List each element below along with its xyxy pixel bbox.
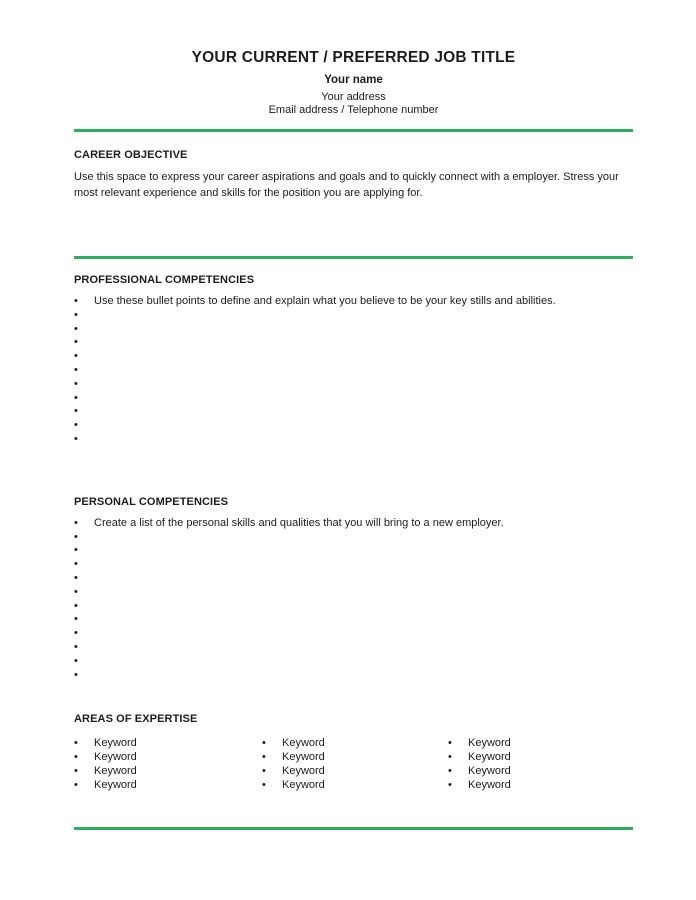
- personal-competencies-list: [74, 517, 633, 683]
- list-item: [74, 641, 633, 655]
- bullet-icon: [74, 627, 94, 641]
- list-item: [74, 613, 633, 627]
- bullet-icon: [74, 364, 94, 378]
- list-item: [74, 419, 633, 433]
- list-item: [74, 517, 633, 531]
- candidate-contact: Email address / Telephone number: [268, 104, 439, 116]
- bullet-icon: [262, 750, 282, 764]
- list-item: [74, 405, 633, 419]
- bullet-icon: [74, 392, 94, 406]
- bullet-icon: [74, 295, 94, 309]
- divider: [74, 129, 633, 132]
- keyword-text: Keyword: [468, 765, 511, 778]
- keyword-item: [74, 764, 262, 778]
- keyword-item: [448, 736, 633, 750]
- bullet-icon: [74, 323, 94, 337]
- list-item: [74, 433, 633, 447]
- career-objective-text: Use this space to express your career aspirations and goals and to quickly connect with a employer. Stress your most relevant experience and skills for the position you are applying for.: [74, 171, 619, 199]
- keyword-text: Keyword: [94, 751, 137, 764]
- list-item: [74, 309, 633, 323]
- bullet-icon: [74, 764, 94, 778]
- bullet-icon: [262, 736, 282, 750]
- keyword-text: Keyword: [282, 737, 325, 750]
- career-objective-heading: CAREER OBJECTIVE: [74, 149, 188, 161]
- bullet-icon: [74, 517, 94, 531]
- list-item: [74, 531, 633, 545]
- keyword-text: Keyword: [282, 751, 325, 764]
- bullet-icon: [74, 531, 94, 545]
- list-item-text: Use these bullet points to define and explain what you believe to be your key stills and abilities.: [94, 295, 556, 307]
- bullet-icon: [74, 586, 94, 600]
- keyword-text: Keyword: [468, 737, 511, 750]
- list-item: [74, 378, 633, 392]
- bullet-icon: [74, 350, 94, 364]
- divider: [74, 256, 633, 259]
- keyword-item: [448, 778, 633, 792]
- bullet-icon: [74, 378, 94, 392]
- list-item: [74, 336, 633, 350]
- keyword-item: [74, 736, 262, 750]
- job-title: YOUR CURRENT / PREFERRED JOB TITLE: [191, 49, 516, 66]
- list-item: [74, 350, 633, 364]
- personal-competencies-heading: PERSONAL COMPETENCIES: [74, 495, 229, 508]
- keyword-text: Keyword: [468, 751, 511, 764]
- divider: [74, 827, 633, 830]
- keyword-text: Keyword: [94, 737, 137, 750]
- keyword-grid: [74, 736, 633, 792]
- keyword-item: [262, 764, 448, 778]
- areas-of-expertise-heading: AREAS OF EXPERTISE: [74, 713, 198, 726]
- candidate-address: Your address: [321, 91, 386, 103]
- document-content: [74, 0, 633, 830]
- list-item: [74, 295, 633, 309]
- list-item: [74, 323, 633, 337]
- professional-competencies-list: [74, 295, 633, 447]
- bullet-icon: [448, 778, 468, 792]
- list-item: [74, 600, 633, 614]
- list-item: [74, 669, 633, 683]
- bullet-icon: [448, 736, 468, 750]
- bullet-icon: [74, 572, 94, 586]
- bullet-icon: [74, 669, 94, 683]
- list-item: [74, 627, 633, 641]
- list-item: [74, 586, 633, 600]
- professional-competencies-heading: PROFESSIONAL COMPETENCIES: [74, 274, 255, 286]
- keyword-item: [448, 750, 633, 764]
- keyword-item: [262, 750, 448, 764]
- bullet-icon: [74, 655, 94, 669]
- bullet-icon: [448, 764, 468, 778]
- bullet-icon: [74, 558, 94, 572]
- list-item: [74, 558, 633, 572]
- bullet-icon: [74, 433, 94, 447]
- keyword-text: Keyword: [282, 779, 325, 792]
- list-item-text: Create a list of the personal skills and qualities that you will bring to a new employer.: [94, 516, 504, 529]
- list-item: [74, 544, 633, 558]
- keyword-item: [262, 736, 448, 750]
- keyword-text: Keyword: [282, 765, 325, 778]
- bullet-icon: [74, 778, 94, 792]
- list-item: [74, 392, 633, 406]
- list-item: [74, 655, 633, 669]
- bullet-icon: [74, 419, 94, 433]
- bullet-icon: [74, 405, 94, 419]
- bullet-icon: [74, 750, 94, 764]
- bullet-icon: [74, 641, 94, 655]
- bullet-icon: [448, 750, 468, 764]
- keyword-text: Keyword: [94, 765, 137, 778]
- bullet-icon: [74, 336, 94, 350]
- bullet-icon: [74, 736, 94, 750]
- bullet-icon: [74, 600, 94, 614]
- keyword-item: [74, 750, 262, 764]
- keyword-item: [448, 764, 633, 778]
- bullet-icon: [74, 544, 94, 558]
- list-item: [74, 364, 633, 378]
- keyword-text: Keyword: [94, 779, 137, 792]
- bullet-icon: [74, 309, 94, 323]
- keyword-item: [74, 778, 262, 792]
- candidate-name: Your name: [324, 74, 383, 86]
- keyword-text: Keyword: [468, 779, 511, 792]
- list-item: [74, 572, 633, 586]
- bullet-icon: [262, 778, 282, 792]
- keyword-item: [262, 778, 448, 792]
- bullet-icon: [262, 764, 282, 778]
- bullet-icon: [74, 613, 94, 627]
- document-header: [74, 0, 633, 117]
